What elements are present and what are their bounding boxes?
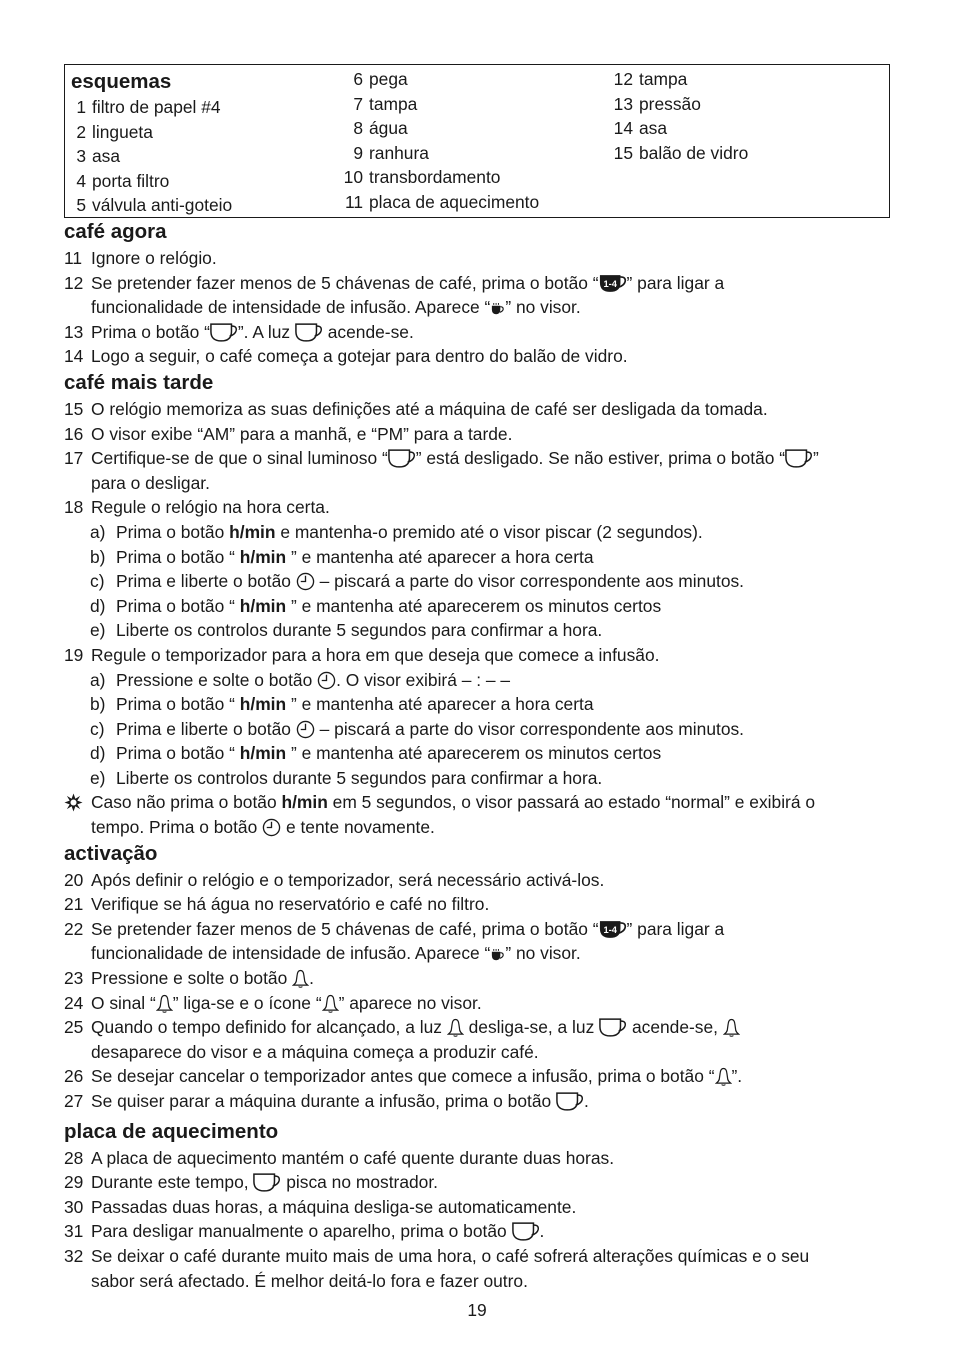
section-title: café mais tarde — [64, 370, 214, 394]
list-item: 25 Quando o tempo definido for alcançado, a luz desliga-se, a luz acende-se, desaparece do visor e a máquina começa a produzir café. — [64, 1015, 890, 1064]
legend-column-3 — [611, 67, 748, 165]
cup-icon — [785, 449, 813, 468]
section-placa-de-aquecimento — [64, 1118, 890, 1294]
legend-column-2 — [341, 67, 539, 214]
list-item: 19 Regule o temporizador para a hora em que deseja que comece a infusão. — [64, 644, 660, 665]
legend-item: 7 tampa — [353, 93, 418, 114]
tip-note: Caso não prima o botão h/min em 5 segundos, o visor passará ao estado “normal” e exibirá o tempo. Prima o botão e tente novamente. — [64, 790, 890, 839]
list-item: 27 Se quiser parar a máquina durante a infusão, prima o botão . — [64, 1091, 589, 1111]
sub-item: c) Prima e liberte o botão – piscará a parte do visor correspondente aos minutos. — [90, 571, 745, 592]
list-item: 21 Verifique se há água no reservatório e café no filtro. — [64, 894, 490, 915]
section-cafe-agora — [64, 218, 890, 369]
section-title: café agora — [64, 220, 167, 243]
list-item: 24 O sinal “ ” liga-se e o ícone “ ” aparece no visor. — [64, 992, 482, 1013]
legend-item: 14 asa — [613, 118, 668, 138]
list-item: 32 Se deixar o café durante muito mais de uma hora, o café sofrerá alterações químicas e o seu sabor será afectado. É melhor deitá-lo fora e fazer outro. — [64, 1245, 810, 1291]
cup-icon — [210, 323, 238, 342]
clock-icon — [296, 572, 315, 591]
sub-item: b) Prima o botão “ h/min ” e mantenha até aparecer a hora certa — [90, 694, 594, 715]
list-item: 16 O visor exibe “AM” para a manhã, e “PM” para a tarde. — [64, 423, 513, 444]
sub-item: b) Prima o botão “ h/min ” e mantenha até aparecer a hora certa — [90, 546, 594, 567]
legend-item: 10 transbordamento — [343, 167, 501, 187]
list-item: 22 Se pretender fazer menos de 5 chávenas de café, prima o botão “ ” para ligar a funcionalidade de intensidade de infusão. Aparece “ ” no visor. — [64, 918, 725, 964]
list-item: 17 Certifique-se de que o sinal luminoso “ ” está desligado. Se não estiver, prima o botão “ ” para o desligar. — [64, 448, 819, 493]
sun-tip-icon — [64, 793, 83, 812]
legend-title: esquemas — [71, 70, 172, 93]
sub-item: e) Liberte os controlos durante 5 segundos para confirmar a hora. — [90, 767, 603, 788]
sub-item: c) Prima e liberte o botão – piscará a parte do visor correspondente aos minutos. — [90, 718, 745, 739]
legend-item: 11 placa de aquecimento — [344, 191, 540, 212]
sub-item: e) Liberte os controlos durante 5 segundos para confirmar a hora. — [90, 620, 603, 641]
legend-item: 9 ranhura — [353, 142, 429, 163]
bell-icon — [156, 994, 173, 1013]
small-cup-icon — [490, 302, 505, 317]
sub-item: d) Prima o botão “ h/min ” e mantenha até aparecerem os minutos certos — [90, 595, 662, 616]
sub-item: d) Prima o botão “ h/min ” e mantenha até aparecerem os minutos certos — [90, 743, 662, 764]
sub-item: a) Prima o botão h/min e mantenha-o premido até o visor piscar (2 segundos). — [90, 521, 703, 542]
clock-icon — [262, 818, 281, 837]
cup-icon — [295, 323, 323, 342]
list-item: 26 Se desejar cancelar o temporizador antes que comece a infusão, prima o botão “ ”. — [64, 1066, 743, 1087]
legend-item: 8 água — [353, 118, 408, 138]
cup-icon — [253, 1173, 281, 1192]
list-item: 31 Para desligar manualmente o aparelho, prima o botão . — [64, 1221, 545, 1242]
strength-1-4-icon — [599, 274, 627, 293]
clock-icon — [317, 671, 336, 690]
list-item: 15 O relógio memoriza as suas definições até a máquina de café ser desligada da tomada. — [64, 398, 768, 419]
list-item: 28 A placa de aquecimento mantém o café quente durante duas horas. — [64, 1147, 615, 1168]
cup-icon — [599, 1018, 627, 1037]
strength-1-4-icon — [599, 920, 627, 939]
legend-item: 13 pressão — [613, 93, 701, 114]
list-item: 11 Ignore o relógio. — [64, 248, 217, 268]
section-cafe-mais-tarde — [64, 369, 890, 840]
bell-icon — [447, 1018, 464, 1037]
list-item: 12 Se pretender fazer menos de 5 chávenas de café, prima o botão “ ” para ligar a funcionalidade de intensidade de infusão. Aparece “ ” no visor. — [64, 272, 725, 318]
legend-column-1 — [71, 67, 232, 218]
section-title: activação — [64, 841, 158, 865]
clock-icon — [296, 720, 315, 739]
cup-icon — [556, 1092, 584, 1111]
bell-icon — [322, 994, 339, 1013]
legend-item: 5 válvula anti-goteio — [76, 195, 233, 215]
legend-item: 6 pega — [353, 69, 408, 89]
bell-icon — [292, 969, 309, 988]
legend-item: 4 porta filtro — [76, 170, 170, 191]
legend-item: 12 tampa — [613, 69, 688, 89]
list-item: 30 Passadas duas horas, a máquina desliga-se automaticamente. — [64, 1196, 577, 1217]
small-cup-icon — [490, 948, 505, 963]
bell-icon — [715, 1067, 732, 1086]
section-activacao — [64, 840, 890, 1114]
list-item: 14 Logo a seguir, o café começa a gotejar para dentro do balão de vidro. — [64, 346, 628, 367]
section-title: placa de aquecimento — [64, 1119, 279, 1143]
legend-item: 2 lingueta — [76, 121, 153, 142]
list-item: 29 Durante este tempo, pisca no mostrador. — [64, 1172, 438, 1193]
list-item: 13 Prima o botão “ ”. A luz acende-se. — [64, 321, 414, 342]
list-item: 23 Pressione e solte o botão . — [64, 968, 314, 989]
list-item: 20 Após definir o relógio e o temporizador, será necessário activá-los. — [64, 869, 605, 890]
bell-icon — [723, 1018, 740, 1037]
sub-item: a) Pressione e solte o botão . O visor exibirá – : – – — [90, 669, 511, 690]
cup-icon — [388, 449, 416, 468]
legend-item: 1 filtro de papel #4 — [76, 97, 221, 117]
legend-item: 3 asa — [76, 146, 121, 166]
list-item: 18 Regule o relógio na hora certa. — [64, 497, 330, 518]
parts-legend-box — [64, 64, 890, 218]
legend-item: 15 balão de vidro — [613, 142, 749, 163]
manual-page — [64, 64, 890, 1293]
cup-icon — [512, 1222, 540, 1241]
page-number: 19 — [467, 1300, 487, 1320]
